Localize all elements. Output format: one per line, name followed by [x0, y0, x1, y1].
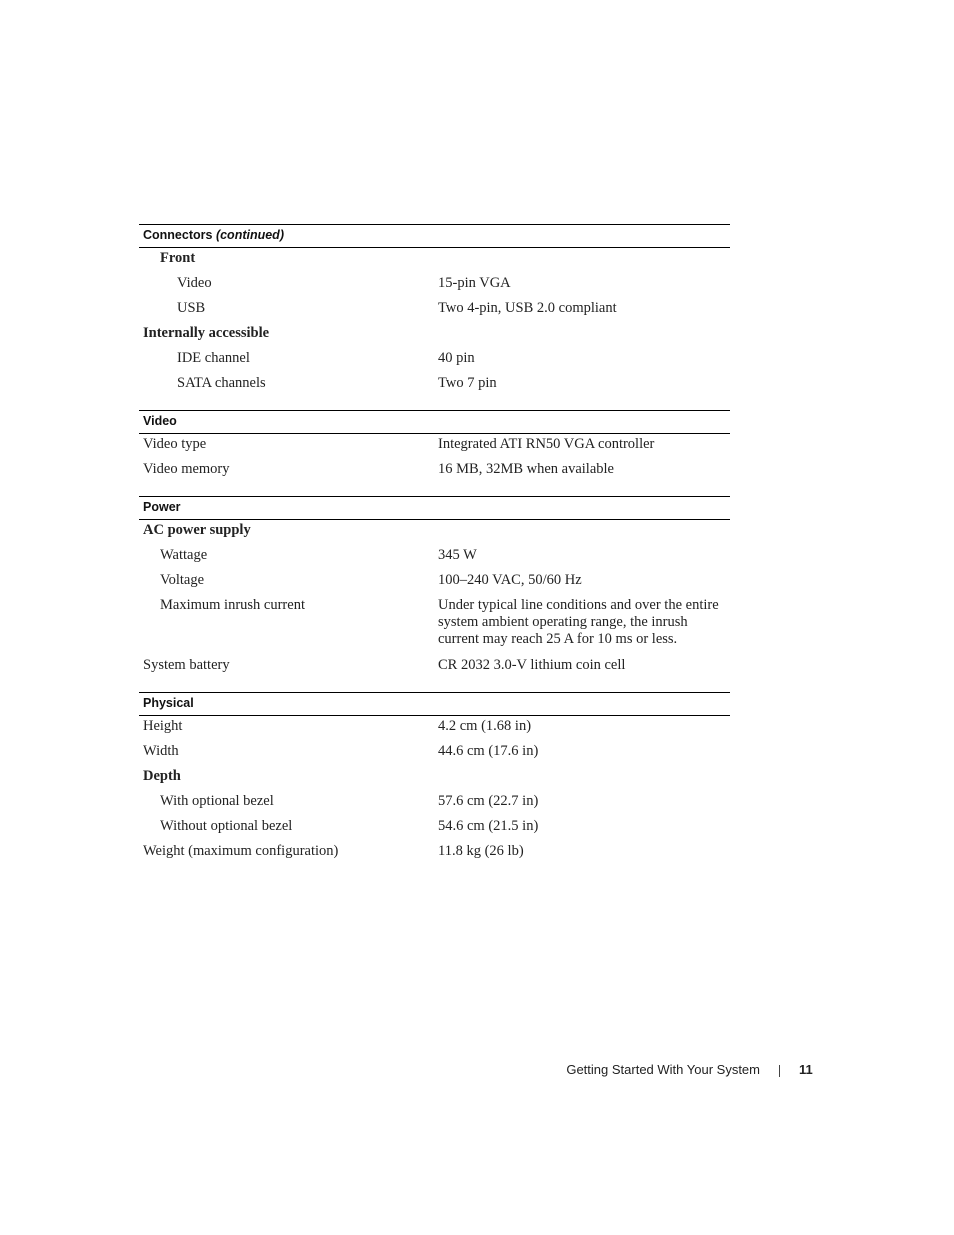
section-header-connectors	[139, 224, 730, 248]
section-header-physical	[139, 692, 730, 716]
page-number: 11	[799, 1062, 813, 1077]
spec-value: 15-pin VGA	[438, 274, 511, 291]
spec-label: Voltage	[160, 571, 205, 588]
spec-row-maximum-inrush-current	[139, 595, 730, 655]
spec-value: 345 W	[438, 546, 477, 563]
spec-label: Internally accessible	[143, 324, 270, 341]
spec-value: 4.2 cm (1.68 in)	[438, 717, 532, 734]
spec-label: Video memory	[143, 460, 230, 477]
spec-value: 44.6 cm (17.6 in)	[438, 742, 539, 759]
footer-title: Getting Started With Your System	[566, 1062, 760, 1077]
spec-label: Maximum inrush current	[160, 596, 305, 613]
spec-value: 11.8 kg (26 lb)	[438, 842, 524, 859]
spec-value: Integrated ATI RN50 VGA controller	[438, 435, 655, 452]
spec-row-video-memory	[139, 459, 730, 484]
spec-label: Video type	[143, 435, 207, 452]
spec-value: 57.6 cm (22.7 in)	[438, 792, 539, 809]
spec-label: USB	[177, 299, 206, 316]
spec-row-video-type	[139, 434, 730, 459]
spec-label: IDE channel	[177, 349, 250, 366]
spec-value: 40 pin	[438, 349, 475, 366]
spec-label: SATA channels	[177, 374, 266, 391]
spec-row-sata-channels	[139, 373, 730, 398]
spec-row-front-usb	[139, 298, 730, 323]
spec-value: Two 7 pin	[438, 374, 497, 391]
spec-row-depth	[139, 766, 730, 791]
spec-row-wattage	[139, 545, 730, 570]
spec-label: Front	[160, 249, 196, 266]
section-title-suffix: (continued)	[215, 228, 284, 242]
spec-row-without-optional-bezel	[139, 816, 730, 841]
section-title: Connectors	[143, 228, 213, 242]
spec-row-width	[139, 741, 730, 766]
spec-value: 54.6 cm (21.5 in)	[438, 817, 539, 834]
spec-label: Without optional bezel	[160, 817, 293, 834]
specifications-table	[139, 224, 730, 866]
footer-separator	[779, 1065, 780, 1077]
section-header-power	[139, 496, 730, 520]
spec-row-with-optional-bezel	[139, 791, 730, 816]
spec-value: 16 MB, 32MB when available	[438, 460, 614, 477]
spec-row-ac-power-supply	[139, 520, 730, 545]
spec-label: Depth	[143, 767, 181, 784]
spec-value: CR 2032 3.0-V lithium coin cell	[438, 656, 626, 673]
spec-row-voltage	[139, 570, 730, 595]
spec-label: Height	[143, 717, 183, 734]
section-header-video	[139, 410, 730, 434]
spec-label: Width	[143, 742, 179, 759]
spec-row-front	[139, 248, 730, 273]
section-title: Power	[143, 500, 181, 514]
spec-row-system-battery	[139, 655, 730, 680]
section-title: Physical	[143, 696, 194, 710]
spec-label: AC power supply	[143, 521, 251, 538]
spec-label: Weight (maximum configuration)	[143, 842, 339, 859]
spec-label: Wattage	[160, 546, 208, 563]
page-footer	[0, 1062, 954, 1082]
spec-row-ide-channel	[139, 348, 730, 373]
spec-row-front-video	[139, 273, 730, 298]
spec-value: Two 4-pin, USB 2.0 compliant	[438, 299, 617, 316]
spec-row-weight	[139, 841, 730, 866]
section-title: Video	[143, 414, 177, 428]
spec-value: Under typical line conditions and over the entire system ambient operating range, the inrush current may reach 25 A for 10 ms or less.	[438, 596, 719, 647]
spec-label: System battery	[143, 656, 230, 673]
spec-label: With optional bezel	[160, 792, 274, 809]
spec-row-internally-accessible	[139, 323, 730, 348]
spec-value: 100–240 VAC, 50/60 Hz	[438, 571, 582, 588]
spec-row-height	[139, 716, 730, 741]
spec-label: Video	[177, 274, 212, 291]
